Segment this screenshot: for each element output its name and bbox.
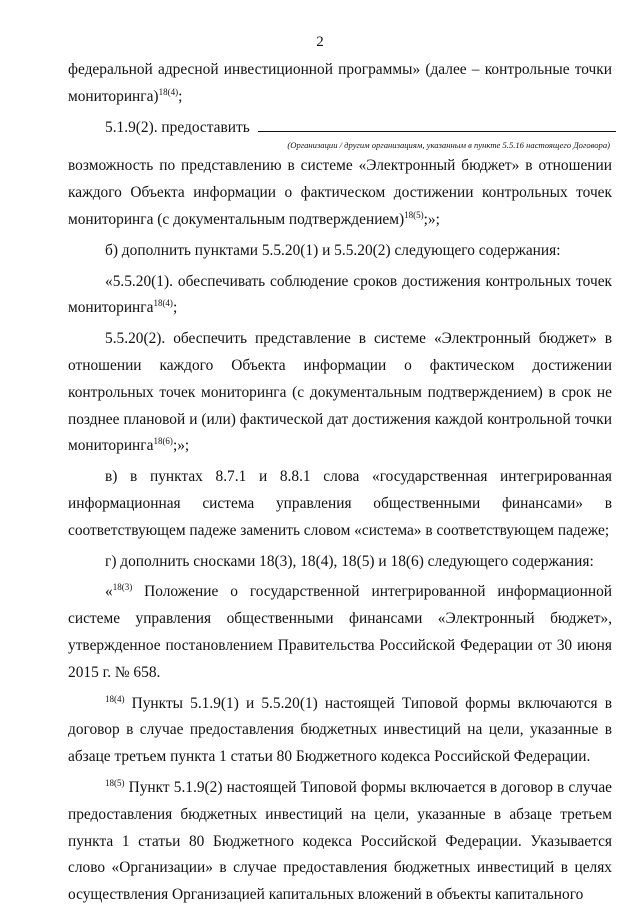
paragraph-4: б) дополнить пунктами 5.5.20(1) и 5.5.20(2) следующего содержания: bbox=[105, 241, 561, 259]
paragraph-2 bbox=[68, 115, 612, 142]
footnote-18-3-text: Положение о государственной интегрированной информационной системе управления общественными финансами «Электронный бюджет», утвержденное постановлением Правительства Российской Федерации от 30 июня 2015 г. № 658. bbox=[68, 583, 612, 681]
paragraph-6-end: ;»; bbox=[172, 437, 190, 455]
paragraph-2-label: 5.1.9(2). предоставить bbox=[105, 118, 250, 136]
footnote-18-5 bbox=[68, 775, 612, 909]
paragraph-6-text: 5.5.20(2). обеспечить представление в системе «Электронный бюджет» в отношении каждого Объекта информации о фактическом достижении контрольных точек мониторинга (с документальным подтверждением) в срок не позднее плановой и (или) фактической дат достижения каждой контрольной точки мониторинга bbox=[68, 330, 612, 455]
footnote-ref: 18(6) bbox=[153, 436, 173, 447]
paragraph-1-text: федеральной адресной инвестиционной программы» (далее – контрольные точки мониторинга) bbox=[68, 61, 612, 105]
footnote-18-4-text: Пункты 5.1.9(1) и 5.5.20(1) настоящей Типовой формы включаются в договор в случае предоставления бюджетных инвестиций на цели, указанные в абзаце третьем пункта 1 статьи 80 Бюджетного кодекса Российской Федерации. bbox=[68, 694, 612, 766]
page-number: 2 bbox=[316, 34, 324, 50]
paragraph-3 bbox=[68, 153, 612, 233]
open-quote: « bbox=[105, 583, 113, 601]
footnote-ref: 18(4) bbox=[153, 298, 173, 309]
paragraph-5-end: ; bbox=[172, 299, 178, 317]
paragraph-1-end: ; bbox=[178, 87, 183, 105]
footnote-marker: 18(4) bbox=[105, 693, 125, 704]
footnote-18-3 bbox=[68, 579, 612, 686]
paragraph-3-end: ;»; bbox=[423, 210, 440, 228]
document-body bbox=[68, 57, 612, 909]
footnote-ref: 18(5) bbox=[404, 209, 424, 220]
footnote-marker: 18(5) bbox=[105, 777, 125, 788]
footnote-18-5-text: Пункт 5.1.9(2) настоящей Типовой формы включается в договор в случае предоставления бюджетных инвестиций на цели, указанные в абзаце третьем пункта 1 статьи 80 Бюджетного кодекса Российской Федерации. Указывается слово «Организации» в случае предоставления бюджетных инвестиций в целях осуществления Организацией капитальных вложений в объекты капитального bbox=[68, 778, 612, 904]
paragraph-5 bbox=[68, 269, 612, 323]
fill-in-blank bbox=[258, 117, 616, 132]
paragraph-5-text: «5.5.20(1). обеспечивать соблюдение сроков достижения контрольных точек мониторинга bbox=[68, 272, 612, 317]
paragraph-7: в) в пунктах 8.7.1 и 8.8.1 слова «государственная интегрированная информационная система управления общественными финансами» в соответствующем падеже заменить словом «система» в соответствующем падеже; bbox=[68, 468, 612, 539]
footnote-18-4 bbox=[68, 691, 612, 771]
paragraph-6 bbox=[68, 326, 612, 460]
footnote-marker: 18(3) bbox=[112, 582, 133, 593]
paragraph-3-text: возможность по представлению в системе «Электронный бюджет» в отношении каждого Объекта информации о фактическом достижении контрольных точек мониторинга (с документальным подтверждением) bbox=[68, 157, 612, 228]
footnote-ref: 18(4) bbox=[158, 86, 179, 97]
paragraph-1 bbox=[68, 57, 612, 111]
fill-in-hint: (Организации / другим организациям, указанным в пункте 5.5.16 настоящего Договора) bbox=[287, 140, 610, 151]
paragraph-8: г) дополнить сносками 18(3), 18(4), 18(5) и 18(6) следующего содержания: bbox=[105, 552, 594, 570]
